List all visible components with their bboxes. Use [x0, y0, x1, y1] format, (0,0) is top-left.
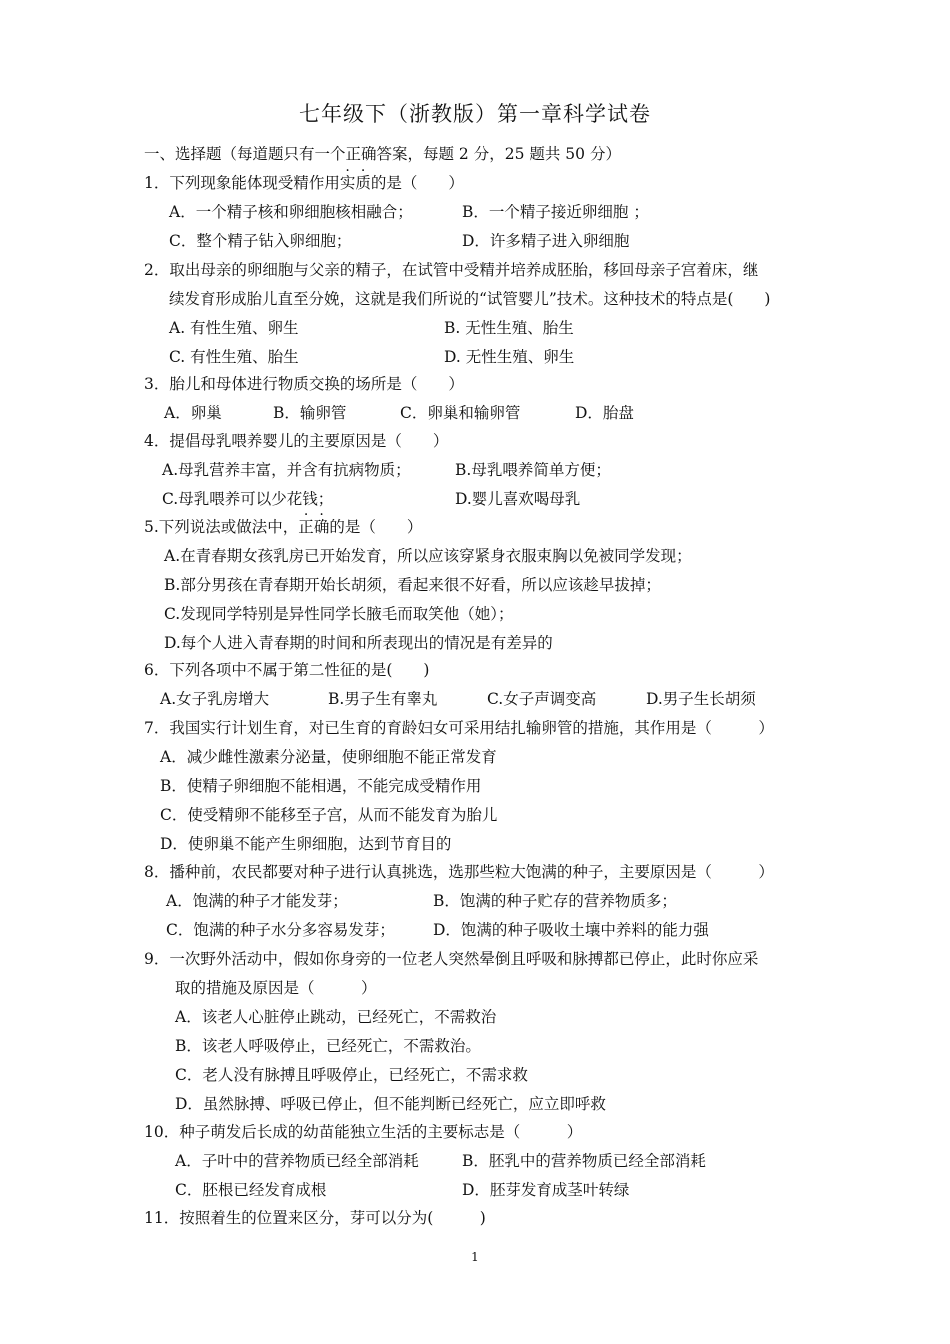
question-line: B．使精子卵细胞不能相遇，不能完成受精作用: [160, 777, 482, 795]
question-line: 11．按照着生的位置来区分，芽可以分为( ): [144, 1209, 486, 1227]
question-line: [144, 173, 464, 193]
line-text: 的是（ ）: [370, 174, 464, 192]
option-text: D．饱满的种子吸收土壤中养料的能力强: [433, 921, 709, 939]
page-title: 七年级下（浙教版）第一章科学试卷: [299, 102, 651, 126]
emphasis-char: 正: [298, 518, 314, 536]
question-line: B．该老人呼吸停止，已经死亡，不需救治。: [175, 1037, 481, 1055]
question-line: 10．种子萌发后长成的幼苗能独立生活的主要标志是（ ）: [144, 1123, 583, 1141]
question-line: 2．取出母亲的卵细胞与父亲的精子，在试管中受精并培养成胚胎，移回母亲子宫着床，继: [144, 261, 759, 279]
question-line: 7．我国实行计划生育，对已生育的育龄妇女可采用结扎输卵管的措施，其作用是（ ）: [144, 719, 774, 737]
line-text: 的是（ ）: [329, 518, 423, 536]
question-line: 3．胎儿和母体进行物质交换的场所是（ ）: [144, 375, 464, 393]
option-text: D．胚芽发育成茎叶转绿: [462, 1181, 630, 1199]
question-line: A．减少雌性激素分泌量，使卵细胞不能正常发育: [160, 748, 497, 766]
option-text: D.婴儿喜欢喝母乳: [455, 490, 581, 508]
option-text: C．饱满的种子水分多容易发芽；: [166, 921, 395, 939]
option-text: A.母乳营养丰富，并含有抗病物质；: [162, 461, 411, 479]
question-line: A．该老人心脏停止跳动，已经死亡，不需救治: [175, 1008, 497, 1026]
option-text: A. 有性生殖、卵生: [169, 319, 299, 337]
section-heading: 一、选择题（每道题只有一个正确答案，每题 2 分，25 题共 50 分）: [144, 145, 621, 163]
emphasis-char: 实: [339, 174, 356, 192]
question-line: C．使受精卵不能移至子宫，从而不能发育为胎儿: [160, 806, 498, 824]
option-text: C．卵巢和输卵管: [400, 404, 521, 422]
option-text: B．胚乳中的营养物质已经全部消耗: [462, 1152, 706, 1170]
option-text: C．整个精子钻入卵细胞；: [169, 232, 352, 250]
line-text: 5.下列说法或做法中，: [144, 518, 299, 536]
question-line: 9．一次野外活动中，假如你身旁的一位老人突然晕倒且呼吸和脉搏都已停止，此时你应采: [144, 950, 759, 968]
question-line: C．老人没有脉搏且呼吸停止，已经死亡，不需求救: [175, 1066, 528, 1084]
line-text: 1．下列现象能体现受精作用: [144, 174, 340, 192]
option-text: D. 无性生殖、卵生: [444, 348, 575, 366]
emphasis-char: 确: [313, 518, 330, 536]
option-text: D.男子生长胡须: [646, 690, 756, 708]
option-text: B．饱满的种子贮存的营养物质多；: [433, 892, 677, 910]
emphasized-text: [298, 518, 329, 536]
question-line: 4．提倡母乳喂养婴儿的主要原因是（ ）: [144, 432, 449, 450]
option-text: D．许多精子进入卵细胞: [462, 232, 630, 250]
question-line: D．虽然脉搏、呼吸已停止，但不能判断已经死亡，应立即呼救: [175, 1095, 606, 1113]
option-text: A．饱满的种子才能发芽；: [166, 892, 348, 910]
page-number: 1: [471, 1250, 479, 1264]
option-text: A．一个精子核和卵细胞核相融合；: [169, 203, 413, 221]
question-line: B.部分男孩在青春期开始长胡须，看起来很不好看，所以应该趁早拔掉；: [164, 576, 661, 594]
question-line: [144, 517, 422, 537]
question-line: D．使卵巢不能产生卵细胞，达到节育目的: [160, 835, 452, 853]
question-line: 续发育形成胎儿直至分娩，这就是我们所说的“试管婴儿”技术。这种技术的特点是( ): [169, 290, 771, 308]
option-text: B．一个精子接近卵细胞 ；: [462, 203, 649, 221]
option-text: B.男子生有睾丸: [328, 690, 438, 708]
emphasis-char: 质: [355, 174, 371, 192]
option-text: D．胎盘: [575, 404, 634, 422]
option-text: C.母乳喂养可以少花钱；: [162, 490, 334, 508]
question-line: D.每个人进入青春期的时间和所表现出的情况是有差异的: [164, 634, 553, 652]
emphasized-text: [340, 174, 371, 192]
option-text: C.女子声调变高: [487, 690, 597, 708]
option-text: B. 无性生殖、胎生: [444, 319, 574, 337]
option-text: A．子叶中的营养物质已经全部消耗: [175, 1152, 419, 1170]
option-text: B．输卵管: [273, 404, 347, 422]
option-text: B.母乳喂养简单方便；: [455, 461, 611, 479]
question-line: 6．下列各项中不属于第二性征的是( ): [144, 661, 430, 679]
question-line: 取的措施及原因是（ ）: [175, 979, 377, 997]
question-line: 8．播种前，农民都要对种子进行认真挑选，选那些粒大饱满的种子，主要原因是（ ）: [144, 863, 774, 881]
option-text: C．胚根已经发育成根: [175, 1181, 327, 1199]
option-text: A．卵巢: [164, 404, 222, 422]
question-line: A.在青春期女孩乳房已开始发育，所以应该穿紧身衣服束胸以免被同学发现；: [164, 547, 692, 565]
question-line: C.发现同学特别是异性同学长腋毛而取笑他（她）；: [164, 605, 514, 623]
option-text: A.女子乳房增大: [160, 690, 270, 708]
option-text: C. 有性生殖、胎生: [169, 348, 299, 366]
